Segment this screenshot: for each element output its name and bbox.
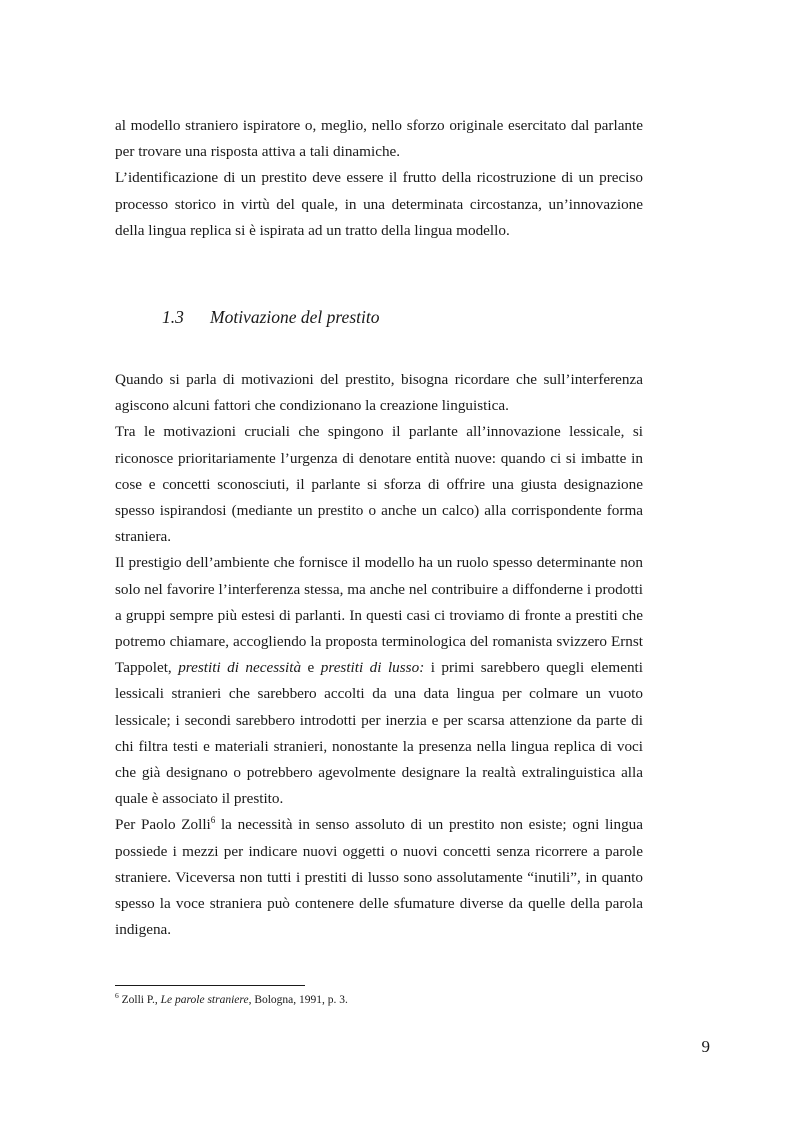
body-paragraph-2: Tra le motivazioni cruciali che spingono il parlante all’innovazione lessicale, si riconosce prioritariamente l’urgenza di denotare entità nuove: quando ci si imbatte in cose e concetti sconosciuti, il parlante si sforza di offrire una giusta designazione spesso ispirandosi (mediante un prestito o anche un calco) alla corrispondente forma straniera. xyxy=(115,423,643,546)
footnote-reference[interactable]: 6 xyxy=(210,815,216,826)
footnote-number: 6 xyxy=(115,991,119,1001)
paragraph-text: Il prestigio dell’ambiente che fornisce il modello ha un ruolo spesso determinante non solo nel favorire l’interferenza stessa, ma anche nel contribuire a diffonderne i prodotti a gruppi sempre più estesi di parlanti. In questi casi ci troviamo di fronte a prestiti che potremo chiamare, accogliendo la proposta terminologica del romanista svizzero Ernst Tappolet, xyxy=(115,554,643,677)
section-heading xyxy=(162,307,379,328)
paragraph-text: Per Paolo Zolli xyxy=(115,816,211,834)
paragraph-text: e xyxy=(301,659,321,677)
footnote-details: , Bologna, 1991, p. 3. xyxy=(248,994,348,1006)
intro-paragraph-1: al modello straniero ispiratore o, meglio, nello sforzo originale esercitato dal parlante per trovare una risposta attiva a tali dinamiche. xyxy=(115,117,643,161)
page-number: 9 xyxy=(701,1037,710,1056)
section-number: 1.3 xyxy=(162,307,184,327)
paragraph-text: i primi sarebbero quegli elementi lessicali stranieri che sarebbero accolti da una data lingua per colmare un vuoto lessicale; i secondi sarebbero introdotti per inerzia e per scarsa attenzione da parte di chi filtra testi e materiali stranieri, nonostante la presenza nella lingua replica di voci che già designano o potrebbero agevolmente designare la realtà extralinguistica alla quale è associato il prestito. xyxy=(115,659,643,808)
term-prestiti-di-necessita: prestiti di necessità xyxy=(178,659,302,677)
section-body xyxy=(115,367,643,943)
footnote-author: Zolli P., xyxy=(118,994,161,1006)
body-paragraph-1: Quando si parla di motivazioni del prestito, bisogna ricordare che sull’interferenza agiscono alcuni fattori che condizionano la creazione linguistica. xyxy=(115,371,643,415)
intro-text xyxy=(115,113,643,244)
footnote-book-title: Le parole straniere xyxy=(160,994,249,1006)
footnote xyxy=(115,992,348,1008)
body-paragraph-4 xyxy=(115,812,643,943)
body-paragraph-3 xyxy=(115,550,643,812)
paragraph-text: la necessità in senso assoluto di un prestito non esiste; ogni lingua possiede i mezzi per indicare nuovi oggetti o nuovi concetti senza ricorrere a parole straniere. Viceversa non tutti i prestiti di lusso sono assolutamente “inutili”, in quanto spesso la voce straniera può contenere delle sfumature diverse da quelle della parola indigena. xyxy=(115,816,643,939)
intro-paragraph-2: L’identificazione di un prestito deve essere il frutto della ricostruzione di un preciso processo storico in virtù del quale, in una determinata circostanza, un’innovazione della lingua replica si è ispirata ad un tratto della lingua modello. xyxy=(115,169,643,239)
term-prestiti-di-lusso: prestiti di lusso: xyxy=(320,659,425,677)
footnote-separator xyxy=(115,985,305,986)
section-title: Motivazione del prestito xyxy=(210,307,380,327)
